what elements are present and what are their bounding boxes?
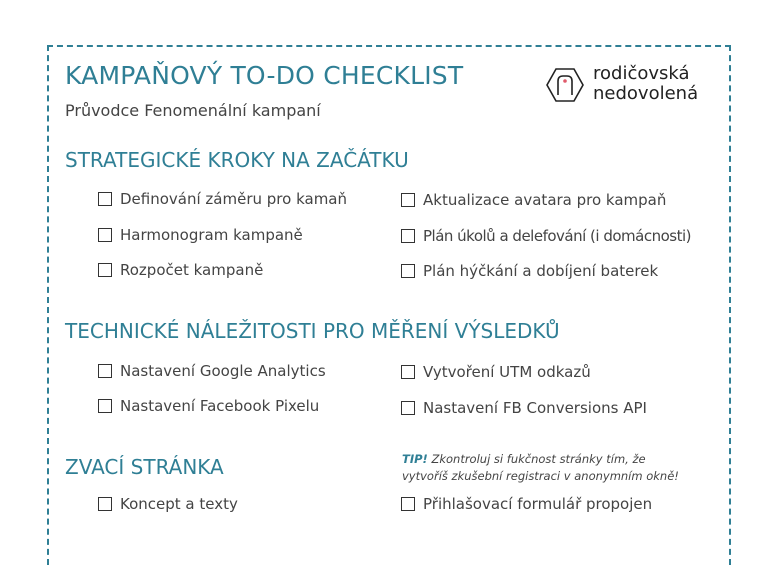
section-title-technical: TECHNICKÉ NÁLEŽITOSTI PRO MĚŘENÍ VÝSLEDKŮ bbox=[65, 319, 560, 343]
checkbox[interactable] bbox=[98, 192, 112, 206]
checklist-item bbox=[98, 261, 263, 279]
checklist-item-label: Definování záměru pro kamaň bbox=[120, 190, 347, 208]
checkbox[interactable] bbox=[98, 263, 112, 277]
logo-wordmark bbox=[593, 64, 698, 104]
checklist-item-label: Harmonogram kampaně bbox=[120, 226, 303, 244]
checklist-item-label: Nastavení FB Conversions API bbox=[423, 399, 647, 417]
checklist-item-label: Plán úkolů a delefování (i domácnosti) bbox=[423, 227, 691, 245]
section-title-strategic: STRATEGICKÉ KROKY NA ZAČÁTKU bbox=[65, 148, 409, 172]
checklist-item bbox=[98, 495, 238, 513]
checklist-item bbox=[401, 399, 647, 417]
tip-text-line-2: vytvoříš zkušební registraci v anonymním okně! bbox=[402, 469, 679, 483]
checklist-item-label: Rozpočet kampaně bbox=[120, 261, 264, 279]
checkbox[interactable] bbox=[98, 399, 112, 413]
checkbox[interactable] bbox=[401, 497, 415, 511]
tip-label: TIP! bbox=[402, 452, 428, 466]
checklist-item bbox=[401, 227, 691, 245]
checkbox[interactable] bbox=[401, 229, 415, 243]
checkbox[interactable] bbox=[98, 228, 112, 242]
checkbox[interactable] bbox=[401, 193, 415, 207]
checkbox[interactable] bbox=[98, 497, 112, 511]
tip-note bbox=[402, 451, 679, 485]
logo-line-2: nedovolená bbox=[593, 83, 699, 104]
checklist-item bbox=[401, 191, 666, 209]
page-subtitle: Průvodce Fenomenální kampaní bbox=[65, 101, 321, 120]
checklist-item bbox=[401, 363, 591, 381]
checkbox[interactable] bbox=[401, 264, 415, 278]
checklist-item-label: Přihlašovací formulář propojen bbox=[423, 495, 653, 513]
logo-line-1: rodičovská bbox=[593, 63, 690, 84]
checklist-item-label: Koncept a texty bbox=[120, 495, 238, 513]
checklist-item bbox=[401, 495, 652, 513]
checkbox[interactable] bbox=[401, 365, 415, 379]
checklist-item bbox=[98, 362, 326, 380]
checklist-item-label: Aktualizace avatara pro kampaň bbox=[423, 191, 667, 209]
checklist-item-label: Nastavení Google Analytics bbox=[120, 362, 326, 380]
checklist-item bbox=[98, 397, 319, 415]
section-title-landing-page: ZVACÍ STRÁNKA bbox=[65, 455, 224, 479]
checkbox[interactable] bbox=[401, 401, 415, 415]
checklist-item bbox=[401, 262, 658, 280]
hexagon-logo-icon bbox=[546, 67, 584, 103]
checklist-item-label: Vytvoření UTM odkazů bbox=[423, 363, 591, 381]
tip-text-line-1: Zkontroluj si fukčnost stránky tím, že bbox=[427, 452, 646, 466]
checkbox[interactable] bbox=[98, 364, 112, 378]
checklist-item bbox=[98, 190, 347, 208]
dashed-border-frame bbox=[47, 45, 731, 565]
checklist-item-label: Nastavení Facebook Pixelu bbox=[120, 397, 320, 415]
page-title: KAMPAŇOVÝ TO-DO CHECKLIST bbox=[65, 61, 464, 90]
checklist-item-label: Plán hýčkání a dobíjení baterek bbox=[423, 262, 659, 280]
checklist-item bbox=[98, 226, 303, 244]
